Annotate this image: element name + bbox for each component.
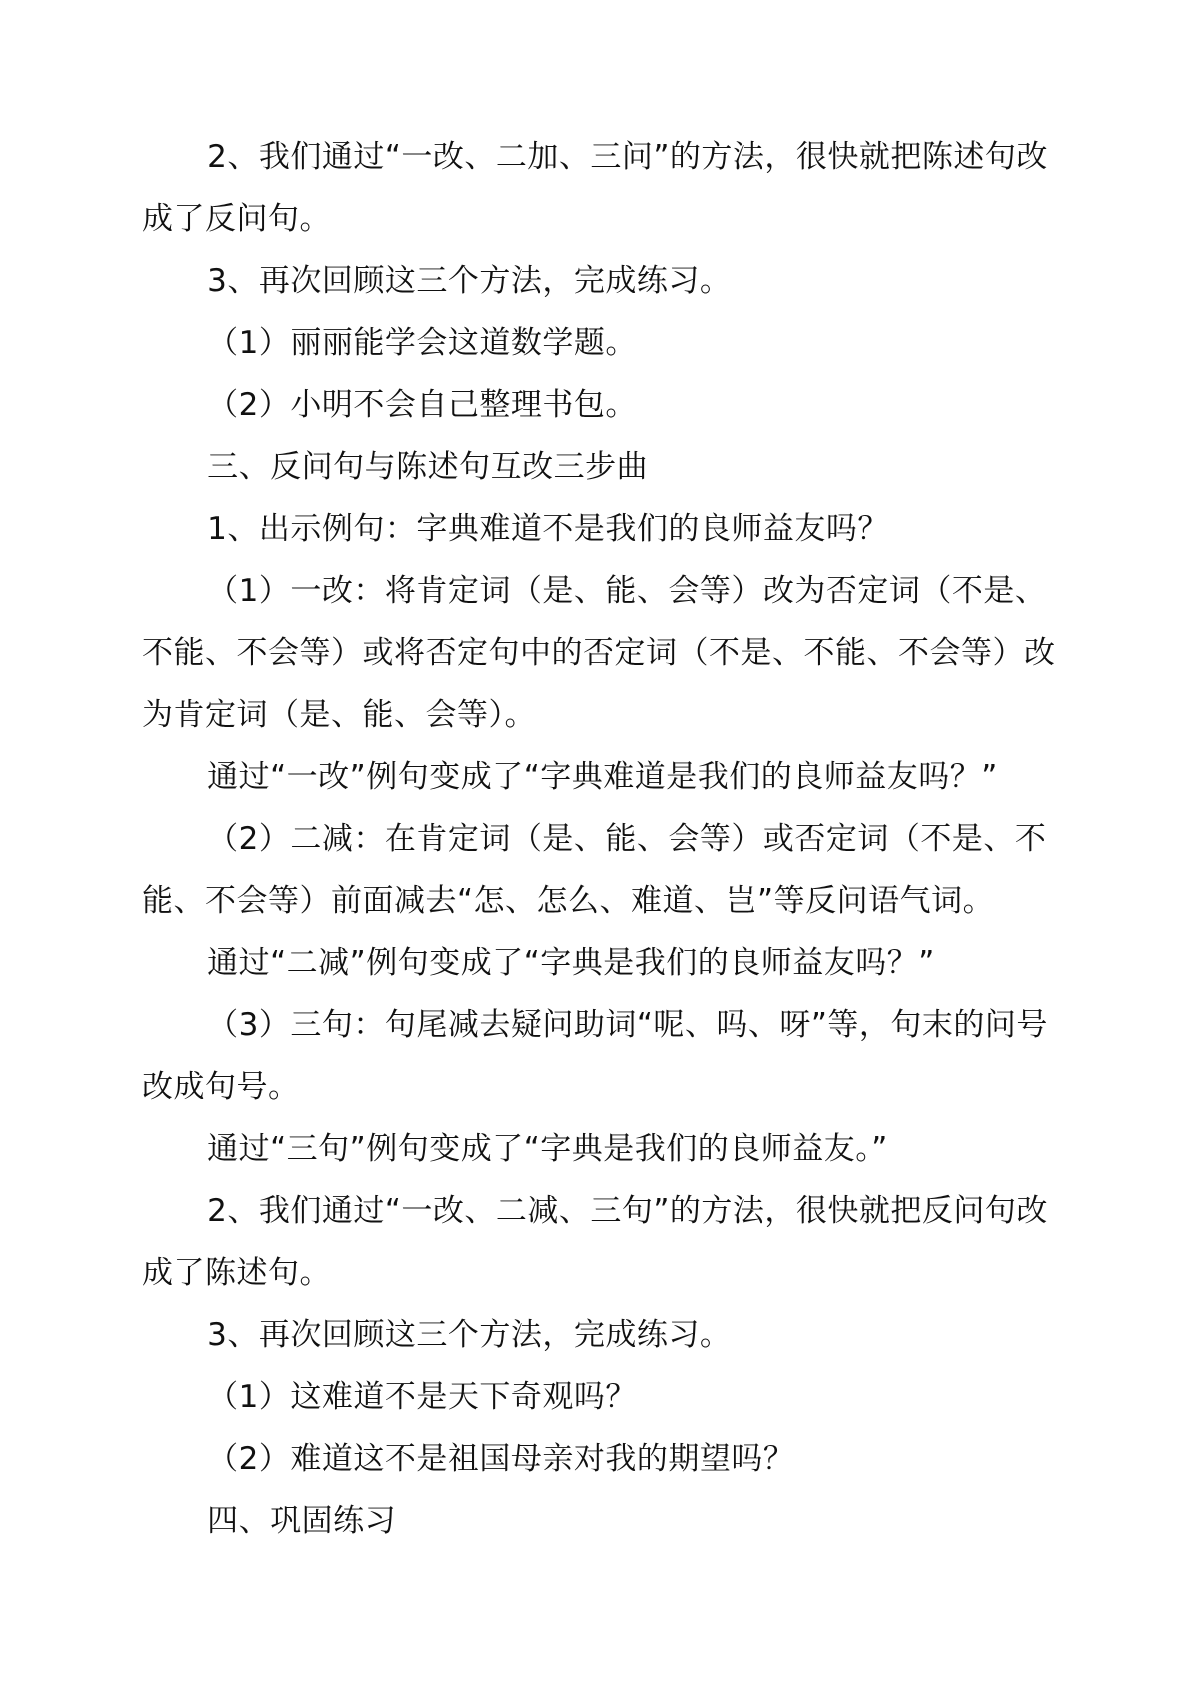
paragraph-method-summary-1: 2、我们通过“一改、二加、三问”的方法，很快就把陈述句改成了反问句。: [142, 139, 1048, 237]
paragraph-step-2: （2）二减：在肯定词（是、能、会等）或否定词（不是、不能、不会等）前面减去“怎、怎么、难道、岂”等反问语气词。: [142, 821, 1047, 919]
paragraph-step-1: （1）一改：将肯定词（是、能、会等）改为否定词（不是、不能、不会等）或将否定句中的否定词（不是、不能、不会等）改为肯定词（是、能、会等）。: [142, 573, 1056, 733]
paragraph-exercise-2-1: （1）这难道不是天下奇观吗？: [207, 1379, 637, 1415]
paragraph-review-1: 3、再次回顾这三个方法，完成练习。: [207, 263, 732, 299]
paragraph-step-3: （3）三句：句尾减去疑问助词“呢、吗、呀”等，句末的问号改成句号。: [142, 1007, 1048, 1105]
paragraph-exercise-1-2: （2）小明不会自己整理书包。: [207, 387, 637, 423]
paragraph-step-3-result: 通过“三句”例句变成了“字典是我们的良师益友。”: [207, 1131, 888, 1167]
paragraph-step-2-result: 通过“二减”例句变成了“字典是我们的良师益友吗？”: [207, 945, 935, 981]
paragraph-step-1-result: 通过“一改”例句变成了“字典难道是我们的良师益友吗？”: [207, 759, 998, 795]
paragraph-review-2: 3、再次回顾这三个方法，完成练习。: [207, 1317, 732, 1353]
paragraph-example-sentence: 1、出示例句：字典难道不是我们的良师益友吗？: [207, 511, 889, 547]
paragraph-method-summary-2: 2、我们通过“一改、二减、三句”的方法，很快就把反问句改成了陈述句。: [142, 1193, 1048, 1291]
document-page: [142, 126, 1077, 1552]
paragraph-exercise-1-1: （1）丽丽能学会这道数学题。: [207, 325, 637, 361]
section-heading-3: 三、反问句与陈述句互改三步曲: [207, 449, 649, 485]
paragraph-exercise-2-2: （2）难道这不是祖国母亲对我的期望吗？: [207, 1441, 795, 1477]
section-heading-4: 四、巩固练习: [207, 1503, 397, 1539]
